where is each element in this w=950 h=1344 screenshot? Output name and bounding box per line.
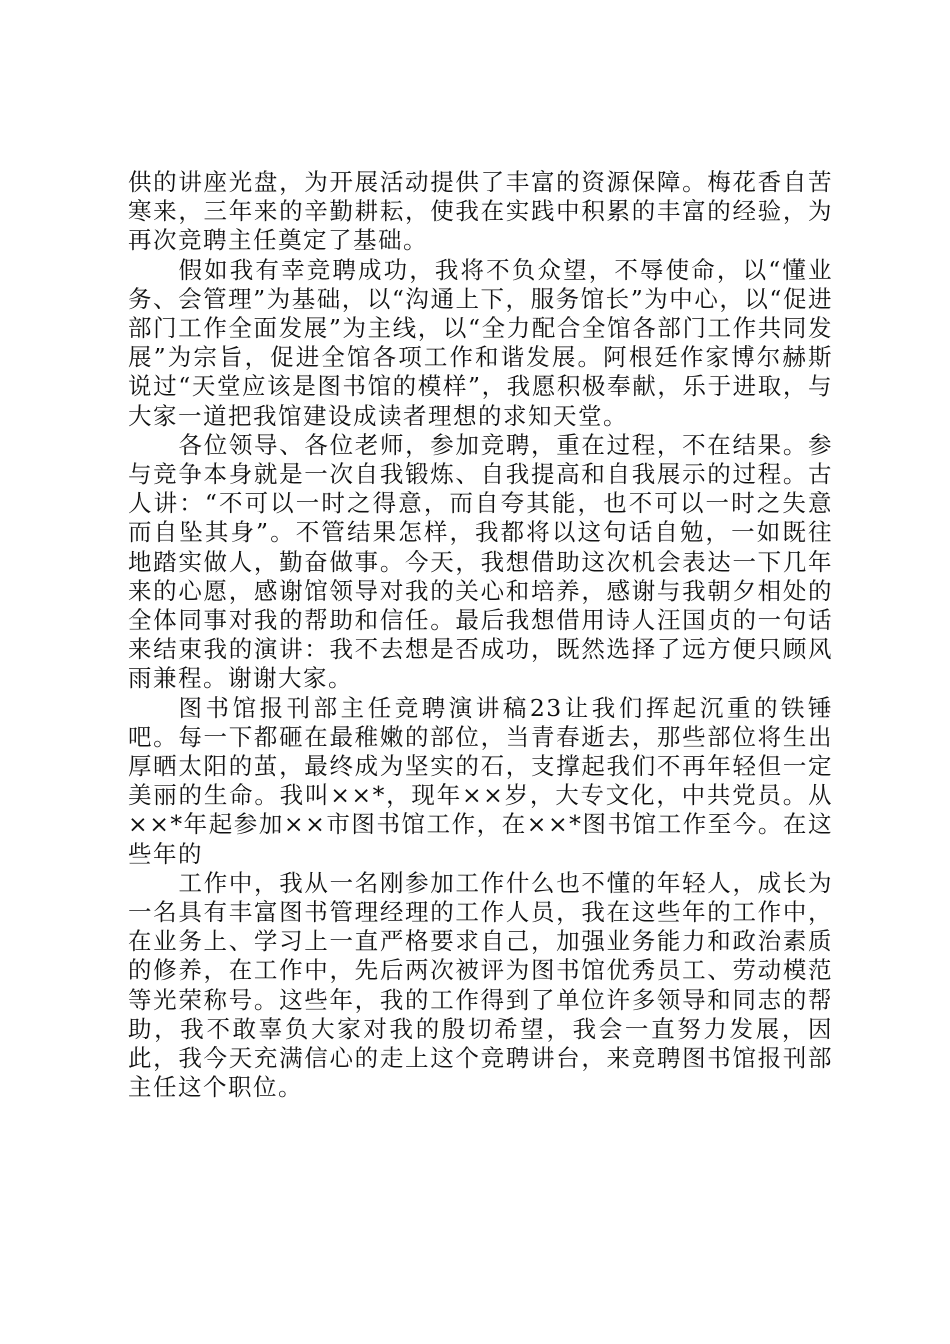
document-body — [128, 168, 833, 1103]
paragraph-5: 工作中，我从一名刚参加工作什么也不懂的年轻人，成长为一名具有丰富图书管理经理的工作人员，我在这些年的工作中，在业务上、学习上一直严格要求自己，加强业务能力和政治素质的修养，在工作中，先后两次被评为图书馆优秀员工、劳动模范等光荣称号。这些年，我的工作得到了单位许多领导和同志的帮助，我不敢辜负大家对我的殷切希望，我会一直努力发展，因此，我今天充满信心的走上这个竞聘讲台，来竞聘图书馆报刊部主任这个职位。 — [128, 868, 833, 1102]
paragraph-4: 图书馆报刊部主任竞聘演讲稿23让我们挥起沉重的铁锤吧。每一下都砸在最稚嫩的部位，当青春逝去，那些部位将生出厚晒太阳的茧，最终成为坚实的石，支撑起我们不再年轻但一定美丽的生命。我叫××*，现年××岁，大专文化，中共党员。从××*年起参加××市图书馆工作，在××*图书馆工作至今。在这些年的 — [128, 693, 833, 868]
paragraph-2: 假如我有幸竞聘成功，我将不负众望，不辱使命，以“懂业务、会管理”为基础，以“沟通上下，服务馆长”为中心，以“促进部门工作全面发展”为主线，以“全力配合全馆各部门工作共同发展”为宗旨，促进全馆各项工作和谐发展。阿根廷作家博尔赫斯说过“天堂应该是图书馆的模样”，我愿积极奉献，乐于进取，与大家一道把我馆建设成读者理想的求知天堂。 — [128, 255, 833, 430]
paragraph-1: 供的讲座光盘，为开展活动提供了丰富的资源保障。梅花香自苦寒来，三年来的辛勤耕耘，使我在实践中积累的丰富的经验，为再次竞聘主任奠定了基础。 — [128, 168, 833, 255]
paragraph-3: 各位领导、各位老师，参加竞聘，重在过程，不在结果。参与竞争本身就是一次自我锻炼、自我提高和自我展示的过程。古人讲：“不可以一时之得意，而自夸其能，也不可以一时之失意而自坠其身”。不管结果怎样，我都将以这句话自勉，一如既往地踏实做人，勤奋做事。今天，我想借助这次机会表达一下几年来的心愿，感谢馆领导对我的关心和培养，感谢与我朝夕相处的全体同事对我的帮助和信任。最后我想借用诗人汪国贞的一句话来结束我的演讲：我不去想是否成功，既然选择了远方便只顾风雨兼程。谢谢大家。 — [128, 430, 833, 693]
